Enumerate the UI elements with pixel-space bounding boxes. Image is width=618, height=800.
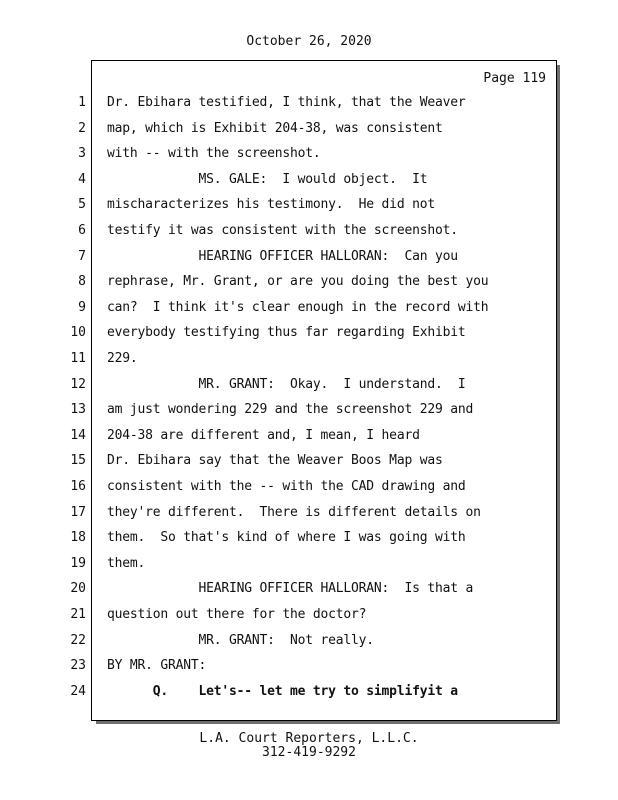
line-number: 12 bbox=[70, 376, 86, 392]
line-number: 22 bbox=[70, 632, 86, 648]
transcript-line: HEARING OFFICER HALLORAN: Can you bbox=[107, 248, 458, 264]
line-number: 10 bbox=[70, 325, 86, 341]
transcript-line: MS. GALE: I would object. It bbox=[107, 171, 428, 187]
line-number: 8 bbox=[78, 274, 86, 290]
line-number: 5 bbox=[78, 197, 86, 213]
transcript-line: them. bbox=[107, 555, 146, 571]
transcript-line: Q. Let's-- let me try to simplifyit a bbox=[107, 683, 458, 699]
transcript-line: question out there for the doctor? bbox=[107, 607, 367, 622]
transcript-line: rephrase, Mr. Grant, or are you doing the best you bbox=[107, 274, 489, 290]
transcript-line: mischaracterizes his testimony. He did not bbox=[107, 197, 435, 213]
line-number: 18 bbox=[70, 530, 86, 546]
line-number: 14 bbox=[70, 427, 86, 443]
footer-company: L.A. Court Reporters, L.L.C. bbox=[199, 731, 419, 746]
header-date: October 26, 2020 bbox=[246, 34, 372, 49]
transcript-line: everybody testifying thus far regarding Exhibit bbox=[107, 325, 466, 341]
transcript-line: they're different. There is different details on bbox=[107, 504, 481, 520]
transcript-line: MR. GRANT: Not really. bbox=[107, 632, 374, 648]
transcript-line: BY MR. GRANT: bbox=[107, 658, 207, 674]
footer-phone: 312-419-9292 bbox=[262, 745, 356, 760]
line-number: 23 bbox=[70, 658, 86, 674]
transcript-line: with -- with the screenshot. bbox=[107, 146, 321, 162]
line-number: 20 bbox=[70, 581, 86, 597]
line-number: 4 bbox=[78, 171, 86, 187]
transcript-line: 204-38 are different and, I mean, I heard bbox=[107, 427, 420, 443]
line-number: 24 bbox=[70, 683, 86, 699]
line-number: 3 bbox=[78, 146, 86, 162]
transcript-line: HEARING OFFICER HALLORAN: Is that a bbox=[107, 581, 474, 597]
transcript-line: am just wondering 229 and the screenshot 229 and bbox=[107, 402, 474, 418]
line-number: 6 bbox=[78, 223, 86, 238]
transcript-line: testify it was consistent with the screenshot. bbox=[107, 223, 458, 238]
line-number: 9 bbox=[78, 299, 86, 315]
transcript-line: map, which is Exhibit 204-38, was consistent bbox=[107, 120, 443, 136]
footer bbox=[0, 732, 618, 760]
transcript-line: Dr. Ebihara say that the Weaver Boos Map was bbox=[107, 453, 443, 469]
transcript-line: MR. GRANT: Okay. I understand. I bbox=[107, 376, 466, 392]
line-number: 16 bbox=[70, 479, 86, 494]
line-number: 15 bbox=[70, 453, 86, 469]
transcript-line: consistent with the -- with the CAD drawing and bbox=[107, 479, 466, 494]
line-number: 17 bbox=[70, 504, 86, 520]
transcript-line: them. So that's kind of where I was going with bbox=[107, 530, 466, 546]
line-number: 13 bbox=[70, 402, 86, 418]
page-number: Page 119 bbox=[483, 71, 546, 86]
line-number: 2 bbox=[78, 120, 86, 136]
line-number: 11 bbox=[70, 351, 86, 366]
line-number: 1 bbox=[78, 95, 86, 110]
transcript-line: 229. bbox=[107, 351, 138, 366]
line-number: 19 bbox=[70, 555, 86, 571]
line-number: 7 bbox=[78, 248, 86, 264]
transcript-line: Dr. Ebihara testified, I think, that the Weaver bbox=[107, 95, 466, 110]
line-number: 21 bbox=[70, 607, 86, 622]
transcript-line: can? I think it's clear enough in the record with bbox=[107, 299, 489, 315]
